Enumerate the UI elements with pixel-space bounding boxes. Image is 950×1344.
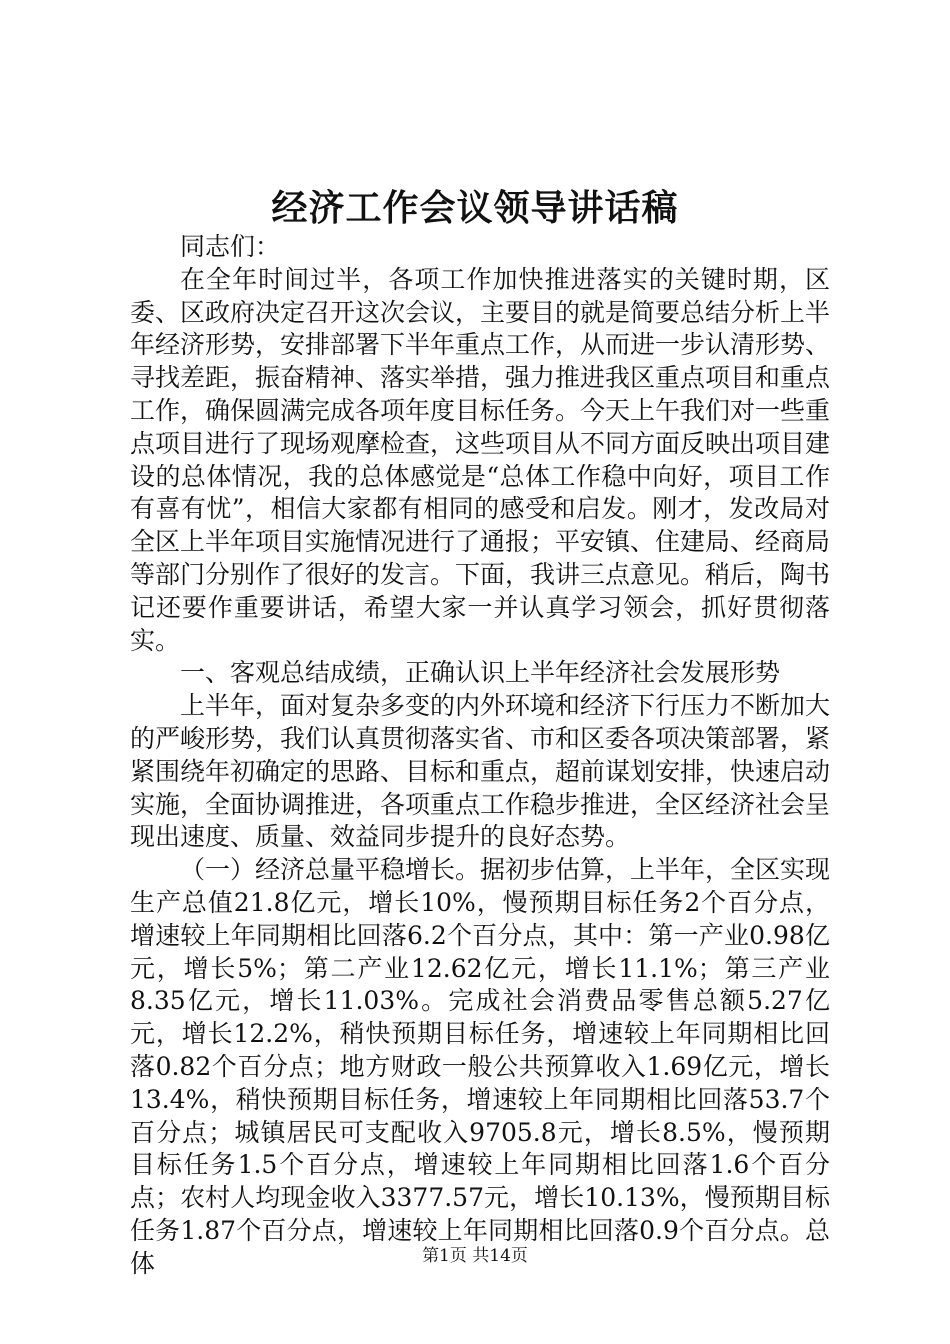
- section-heading: 一、客观总结成绩，正确认识上半年经济社会发展形势: [180, 658, 781, 688]
- economy-paragraph: （一）经济总量平稳增长。据初步估算，上半年，全区实现生产总值21.8亿元，增长10%，慢预期目标任务2个百分点，增速较上年同期相比回落6.2个百分点，其中：第一产业0.98亿元，增长5%；第二产业12.62亿元，增长11.1%；第三产业8.35亿元，增长11.03%。完成社会消费品零售总额5.27亿元，增长12.2%，稍快预期目标任务，增速较上年同期相比回落0.82个百分点；地方财政一般公共预算收入1.69亿元，增长13.4%，稍快预期目标任务，增速较上年同期相比回落53.7个百分点；城镇居民可支配收入9705.8元，增长8.5%，慢预期目标任务1.5个百分点，增速较上年同期相比回落1.6个百分点；农村人均现金收入3377.57元，增长10.13%，慢预期目标任务1.87个百分点，增速较上年同期相比回落0.9个百分点。总体: [130, 855, 831, 1278]
- overview-paragraph: 上半年，面对复杂多变的内外环境和经济下行压力不断加大的严峻形势，我们认真贯彻落实省、市和区委各项决策部署，紧紧围绕年初确定的思路、目标和重点，超前谋划安排，快速启动实施，全面协调推进，各项重点工作稳步推进，全区经济社会呈现出速度、质量、效益同步提升的良好态势。: [130, 691, 831, 852]
- document-title: 经济工作会议领导讲话稿: [271, 187, 679, 229]
- document-body: [130, 231, 830, 1281]
- page-number-footer: 第1页 共14页: [422, 1246, 528, 1266]
- salutation-paragraph: 同志们：: [180, 232, 281, 261]
- intro-paragraph: 在全年时间过半，各项工作加快推进落实的关键时期，区委、区政府决定召开这次会议，主要目的就是简要总结分析上半年经济形势，安排部署下半年重点工作，从而进一步认清形势、寻找差距，振奋精神、落实举措，强力推进我区重点项目和重点工作，确保圆满完成各项年度目标任务。今天上午我们对一些重点项目进行了现场观摩检查，这些项目从不同方面反映出项目建设的总体情况，我的总体感觉是“总体工作稳中向好，项目工作有喜有忧”，相信大家都有相同的感受和启发。刚才，发改局对全区上半年项目实施情况进行了通报；平安镇、住建局、经商局等部门分别作了很好的发言。下面，我讲三点意见。稍后，陶书记还要作重要讲话，希望大家一并认真学习领会，抓好贯彻落实。: [130, 264, 831, 655]
